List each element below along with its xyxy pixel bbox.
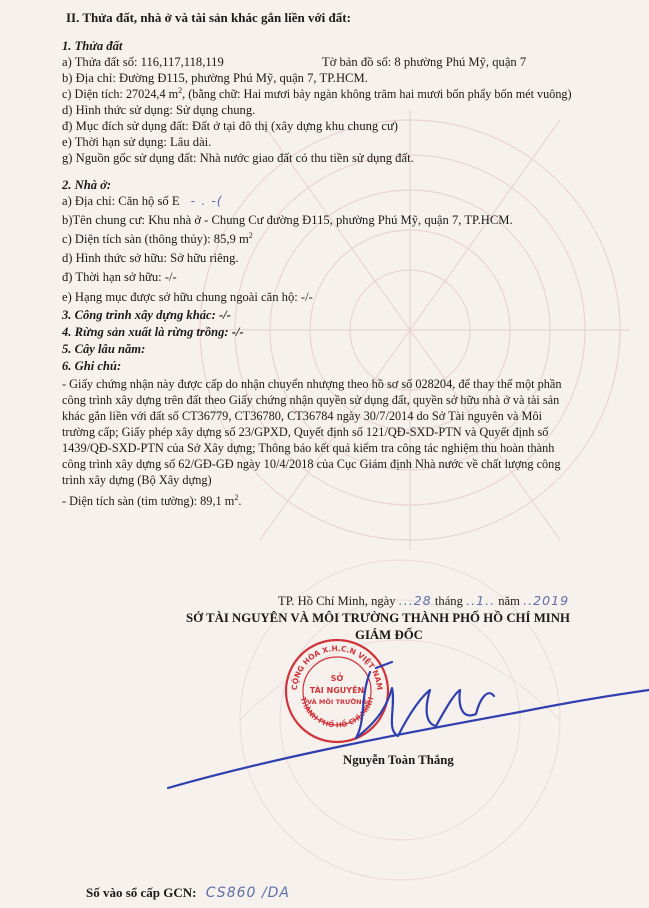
note-line-4: trường cấp; Giấy phép xây dựng số 23/GPXD, Quyết định số 121/QĐ-SXD-PTN và Quyết định số bbox=[62, 425, 549, 439]
land-heading: 1. Thửa đất bbox=[62, 39, 123, 53]
house-heading: 2. Nhà ở: bbox=[62, 178, 112, 192]
perennial-trees: 5. Cây lâu năm: bbox=[62, 342, 146, 356]
notes-heading: 6. Ghi chú: bbox=[62, 359, 122, 373]
seal-center-top: SỞ bbox=[330, 674, 344, 683]
parcel-label: a) Thửa đất số: bbox=[62, 55, 141, 69]
land-usage-form: d) Hình thức sử dụng: Sử dụng chung. bbox=[62, 103, 256, 117]
note-line-2: công trình xây dựng trên đất theo Giấy chứng nhận quyền sử dụng đất, quyền sở hữu nhà ở và tài sản bbox=[62, 393, 560, 407]
house-shared-items: e) Hạng mục được sở hữu chung ngoài căn hộ: -/- bbox=[62, 290, 313, 304]
land-address: b) Địa chỉ: Đường Đ115, phường Phú Mỹ, quận 7, TP.HCM. bbox=[62, 71, 368, 85]
agency-name: SỞ TÀI NGUYÊN VÀ MÔI TRƯỜNG THÀNH PHỐ HỒ CHÍ MINH bbox=[186, 611, 570, 625]
house-floor-area: c) Diện tích sàn (thông thủy): 85,9 $m^2$ bbox=[62, 230, 253, 246]
house-building: b)Tên chung cư: Khu nhà ở - Chung Cư đường Đ115, phường Phú Mỹ, quận 7, TP.HCM. bbox=[62, 213, 513, 227]
seal-center-mid: TÀI NGUYÊN bbox=[309, 686, 365, 695]
land-usage-purpose: đ) Mục đích sử dụng đất: Đất ở tại đô thị (xây dựng khu chung cư) bbox=[62, 119, 398, 133]
land-area: c) Diện tích: 27024,4 $m^2$, (bằng chữ: Hai mươi bảy ngàn không trăm hai mươi bốn phẩy bốn mét vuông) bbox=[62, 85, 572, 101]
registry-label: Số vào sổ cấp GCN: bbox=[86, 885, 197, 900]
note-line-1: - Giấy chứng nhận này được cấp do nhận chuyển nhượng theo hồ sơ số 028204, để thay thế một phần bbox=[62, 377, 562, 391]
seal-outer-text: CỘNG HÒA X.H.C.N VIỆT NAM bbox=[289, 643, 385, 691]
month-handwritten: ..1.. bbox=[466, 593, 496, 608]
seal-bottom-text: THÀNH PHỐ HỒ CHÍ MINH bbox=[298, 696, 376, 730]
note-line-3: khác gắn liền với đất số CT36779, CT36780, CT36784 ngày 30/7/2014 do Sở Tài nguyên và Môi bbox=[62, 409, 543, 423]
day-handwritten: ...28 bbox=[398, 593, 432, 608]
house-address-handwritten: - . -( bbox=[190, 193, 223, 208]
house-address: a) Địa chỉ: Căn hộ số E - . -( bbox=[62, 193, 223, 208]
land-parcel-line bbox=[62, 54, 224, 70]
planted-forest: 4. Rừng sản xuất là rừng trồng: -/- bbox=[62, 325, 244, 339]
note-line-6: công trình xây dựng số 62/GĐ-GĐ ngày 10/4/2018 của Cục Giám định Nhà nước về chất lượng công bbox=[62, 457, 561, 471]
house-ownership-form: d) Hình thức sở hữu: Sở hữu riêng. bbox=[62, 251, 239, 265]
year-handwritten: ..2019 bbox=[523, 593, 570, 608]
house-ownership-term: đ) Thời hạn sở hữu: -/- bbox=[62, 270, 177, 284]
handwritten-signature bbox=[160, 650, 649, 790]
note-line-5: 1439/QĐ-SXD-PTN của Sở Xây dựng; Thông báo kết quả kiểm tra công tác nghiệm thu hoàn thành bbox=[62, 441, 555, 455]
land-usage-origin: g) Nguồn gốc sử dụng đất: Nhà nước giao đất có thu tiền sử dụng đất. bbox=[62, 151, 414, 165]
signer-name: Nguyễn Toàn Thắng bbox=[343, 753, 454, 767]
seal-center-bottom: VÀ MÔI TRƯỜNG bbox=[307, 698, 367, 706]
parcel-value: 116,117,118,119 bbox=[140, 55, 224, 69]
land-usage-term: e) Thời hạn sử dụng: Lâu dài. bbox=[62, 135, 212, 149]
map-value: 8 phường Phú Mỹ, quận 7 bbox=[394, 55, 527, 69]
section-title: II. Thửa đất, nhà ở và tài sản khác gắn liền với đất: bbox=[66, 10, 351, 25]
place-date: TP. Hồ Chí Minh, ngày ...28 tháng ..1.. năm ..2019 bbox=[278, 593, 570, 608]
registry-value: CS860 /DA bbox=[205, 885, 290, 901]
land-map-line bbox=[322, 54, 526, 70]
note-line-7: trình xây dựng (Bộ Xây dựng) bbox=[62, 473, 212, 487]
director-title: GIÁM ĐỐC bbox=[355, 628, 423, 642]
other-works: 3. Công trình xây dựng khác: -/- bbox=[62, 308, 231, 322]
registry-line bbox=[86, 885, 290, 901]
note-line-8: - Diện tích sàn (tim tường): 89,1 $m^2$. bbox=[62, 492, 242, 508]
map-label: Tờ bản đồ số: bbox=[322, 55, 395, 69]
